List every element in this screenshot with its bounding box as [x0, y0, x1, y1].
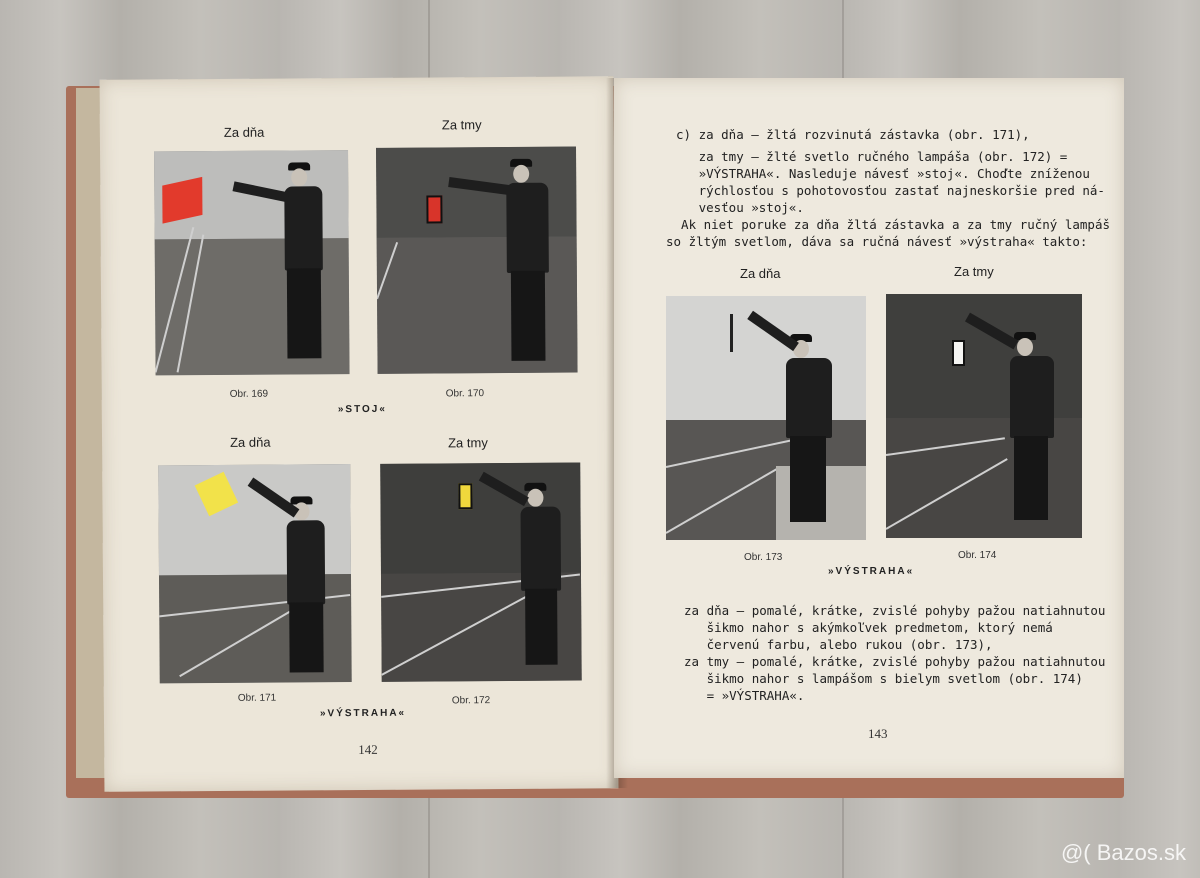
photo-fig173: [666, 296, 866, 540]
photo-fig171: [158, 464, 352, 683]
caption-day-top: Za dňa: [223, 124, 265, 140]
caption-night-right: Za tmy: [954, 264, 994, 279]
photo-fig169: [154, 150, 350, 375]
left-page: [100, 76, 619, 792]
description-line: šikmo nahor s lampášom s bielym svetlom (obr. 174): [684, 671, 1083, 686]
paragraph-line: za tmy — žlté svetlo ručného lampáša (obr. 172) =: [676, 149, 1068, 164]
description-line: červenú farbu, alebo rukou (obr. 173),: [684, 637, 993, 652]
signal-label-vystraha-right: »VÝSTRAHA«: [828, 566, 915, 577]
photo-fig172: [380, 462, 582, 681]
page-number-right: 143: [868, 726, 888, 741]
figure-label-170: Obr. 170: [445, 388, 485, 400]
paragraph-line: Ak niet poruke za dňa žltá zástavka a za tmy ručný lampáš: [666, 217, 1111, 232]
figure-label-174: Obr. 174: [958, 550, 997, 561]
watermark: @( Bazos.sk: [1060, 840, 1186, 865]
description-line: šikmo nahor s akýmkoľvek predmetom, ktorý nemá: [684, 620, 1053, 635]
photo-fig170: [376, 146, 578, 373]
paragraph-line: c) za dňa — žltá rozvinutá zástavka (obr. 171),: [676, 127, 1030, 142]
caption-day-bottom: Za dňa: [230, 434, 271, 450]
open-book: [66, 78, 1126, 798]
signal-label-stoj: »STOJ«: [337, 403, 387, 416]
white-lamp-icon: [952, 340, 965, 366]
caption-night-top: Za tmy: [441, 117, 482, 133]
signal-label-vystraha-left: »VÝSTRAHA«: [319, 707, 407, 720]
paragraph-line: rýchlosťou s pohotovosťou zastať najneskoršie pred ná-: [676, 183, 1105, 198]
description-line: za dňa — pomalé, krátke, zvislé pohyby pažou natiahnutou: [684, 603, 1106, 618]
paragraph-line: so žltým svetlom, dáva sa ručná návesť »výstraha« takto:: [666, 234, 1088, 249]
figure-label-169: Obr. 169: [229, 388, 269, 400]
figure-label-172: Obr. 172: [451, 695, 491, 707]
description-line: = »VÝSTRAHA«.: [684, 688, 805, 703]
paragraph-line: vesťou »stoj«.: [676, 200, 804, 215]
caption-night-bottom: Za tmy: [448, 435, 488, 451]
right-page: [614, 78, 1124, 778]
stick-icon: [730, 314, 733, 352]
description-line: za tmy — pomalé, krátke, zvislé pohyby pažou natiahnutou: [684, 654, 1106, 669]
red-lamp-icon: [426, 195, 442, 223]
paragraph-line: »VÝSTRAHA«. Nasleduje návesť »stoj«. Choďte zníženou: [676, 166, 1090, 181]
photo-fig174: [886, 294, 1082, 538]
caption-day-right: Za dňa: [740, 266, 781, 281]
figure-label-171: Obr. 171: [237, 692, 277, 704]
figure-label-173: Obr. 173: [744, 552, 783, 563]
yellow-lamp-icon: [458, 483, 472, 509]
page-number-left: 142: [358, 741, 378, 758]
